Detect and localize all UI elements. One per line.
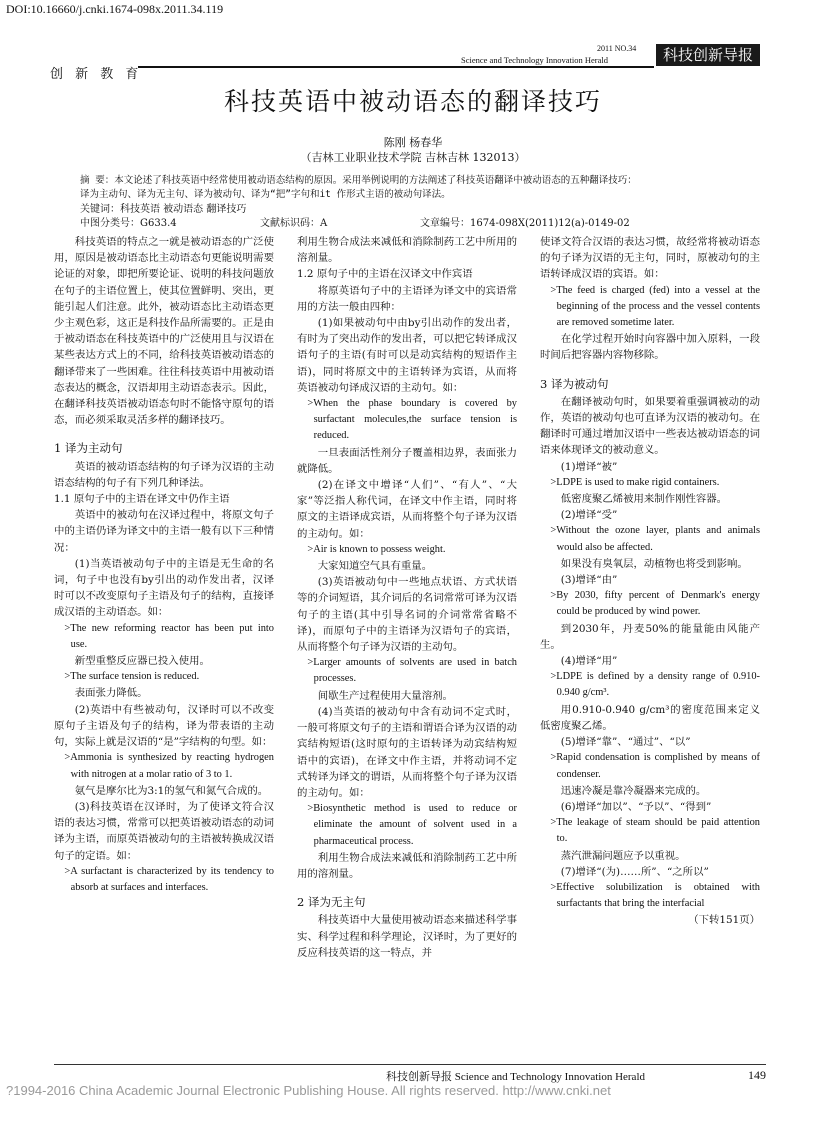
section-label: 创 新 教 育 bbox=[50, 67, 143, 82]
list-item: (7)增译“(为)……所”、“之所以” bbox=[560, 865, 709, 878]
paragraph: 英语的被动语态结构的句子译为汉语的主动语态结构的句子有下列几种译法。 bbox=[54, 460, 274, 489]
list-item: (5)增译“靠”、“通过”、“以” bbox=[560, 736, 691, 749]
english-example: >Larger amounts of solvents are used in batch processes. bbox=[307, 657, 517, 685]
list-item: (2)增译“受” bbox=[560, 509, 618, 522]
abstract-line-1: 摘 要：本文论述了科技英语中经常使用被动语态结构的原因。采用举例说明的方法阐述了科技英语翻译中被动语态的五种翻译技巧： bbox=[80, 175, 637, 186]
classification-line bbox=[80, 214, 630, 229]
paragraph: (3)科技英语在汉译时，为了使译文符合汉语的表达习惯，常常可以把英语被动语态的动词译为主语，而原英语被动句的主语被转换成汉语句子的定语。如： bbox=[54, 800, 274, 862]
paragraph: (2)英语中有些被动句，汉译时可以不改变原句子主语及句子的结构，译为带表语的主动句，实际上就是汉语的“是”字结构的句型。如： bbox=[54, 703, 274, 749]
english-example: >The leakage of steam should be paid attention to. bbox=[550, 817, 760, 845]
english-example: >The new reforming reactor has been put into use. bbox=[64, 622, 274, 650]
chinese-translation: 表面张力降低。 bbox=[74, 687, 148, 700]
chinese-translation: 一旦表面活性剂分子覆盖相边界，表面张力就降低。 bbox=[297, 446, 517, 475]
section-heading: 1 译为主动句 bbox=[54, 441, 123, 456]
list-item: (3)增译“由” bbox=[560, 574, 618, 587]
paragraph: (1)当英语被动句子中的主语是无生命的名词，句子中也没有by引出的动作发出者，汉译时可以不改变原句子主语及句子的结构，直接译成汉语的主动语态。如： bbox=[54, 557, 274, 619]
subsection-heading: 1.1 原句子中的主语在译文中仍作主语 bbox=[54, 493, 230, 506]
affiliation: （吉林工业职业技术学院 吉林吉林 132013） bbox=[300, 151, 526, 164]
abstract-line-2: 译为主动句、译为无主句、译为被动句、译为“把”字句和it 作形式主语的被动句译法。 bbox=[80, 189, 451, 200]
list-item: (4)增译“用” bbox=[560, 655, 618, 668]
footer-rule bbox=[54, 1064, 766, 1065]
english-example: >Rapid condensation is complished by means of condenser. bbox=[550, 752, 760, 780]
chinese-translation: 到2030年，丹麦50%的能量能由风能产生。 bbox=[540, 622, 760, 651]
paragraph: 科技英语中大量使用被动语态来描述科学事实、科学过程和科学理论，汉译时，为了更好的反应科技英语的这一特点，并 bbox=[297, 914, 517, 959]
column-2 bbox=[297, 234, 517, 961]
issue-number: 2011 NO.34 bbox=[597, 44, 637, 53]
english-example: >Biosynthetic method is used to reduce or eliminate the amount of solvent used in a pharmaceutical process. bbox=[307, 803, 517, 847]
english-example: >LDPE is used to make rigid containers. bbox=[550, 476, 720, 488]
english-example: >A surfactant is characterized by its tendency to absorb at surfaces and interfaces. bbox=[64, 865, 274, 893]
authors: 陈刚 杨春华 bbox=[383, 136, 443, 149]
article-number: 文章编号：1674-098X(2011)12(a)-0149-02 bbox=[420, 218, 630, 229]
document-code: 文献标识码：A bbox=[260, 218, 328, 229]
journal-name-english: Science and Technology Innovation Herald bbox=[461, 55, 609, 65]
paragraph: (1)如果被动句中由by引出动作的发出者，有时为了突出动作的发出者，可以把它转译成汉语句子的主语(有时可以是动宾结构的短语作主语)，同时将原文中的主语转译为宾语，从而将英语被动句译成汉语的主动句。如： bbox=[297, 317, 517, 394]
english-example: >The surface tension is reduced. bbox=[64, 671, 200, 683]
chinese-translation: 低密度聚乙烯被用来制作刚性容器。 bbox=[560, 493, 728, 506]
english-example: >LDPE is defined by a density range of 0.910-0.940 g/cm³. bbox=[550, 671, 760, 699]
english-example: >Effective solubilization is obtained with surfactants that bring the interfacial bbox=[550, 881, 760, 910]
english-example: >By 2030, fifty percent of Denmark's energy could be produced by wind power. bbox=[550, 590, 760, 618]
chinese-translation: 大家知道空气具有重量。 bbox=[317, 560, 433, 573]
column-1 bbox=[54, 234, 274, 896]
paragraph: (3)英语被动句中一些地点状语、方式状语等的介词短语，其介词后的名词常常可译为汉语句子的主语(其中引导名词的介词常常省略不译)，而原句子中的主语译为汉语句子的宾语，从而将整个句子译为汉语的主动句。 bbox=[297, 576, 517, 654]
paragraph: 英语中的被动句在汉译过程中，将原文句子中的主语仍译为译文中的主语一般有以下三种情况： bbox=[54, 509, 274, 554]
section-heading: 2 译为无主句 bbox=[297, 895, 366, 910]
copyright-watermark: ?1994-2016 China Academic Journal Electronic Publishing House. All rights reserved. http://www.cnki.net bbox=[6, 1083, 611, 1098]
header-rule bbox=[138, 66, 654, 68]
chinese-translation: 蒸汽泄漏问题应予以重视。 bbox=[560, 849, 686, 862]
paragraph: (2)在译文中增译“人们”、“有人”、“大家”等泛指人称代词，在译文中作主语，同时将原文的主语译成宾语，从而将整个句子译为汉语的主动句。如： bbox=[297, 479, 517, 540]
chinese-translation: 迅速冷凝是靠冷凝器来完成的。 bbox=[560, 784, 707, 797]
chinese-translation: 利用生物合成法来减低和消除制药工艺中所用的溶剂量。 bbox=[297, 236, 517, 265]
column-3 bbox=[540, 234, 760, 929]
doi-text: DOI:10.16660/j.cnki.1674-098x.2011.34.119 bbox=[6, 2, 224, 16]
article-title: 科技英语中被动语态的翻译技巧 bbox=[223, 87, 602, 116]
clc-number: 中图分类号：G633.4 bbox=[80, 218, 177, 229]
journal-logo: 科技创新导报 bbox=[656, 44, 760, 66]
chinese-translation: 新型重整反应器已投入使用。 bbox=[74, 655, 210, 668]
list-item: (1)增译“被” bbox=[560, 460, 618, 473]
paragraph: 在翻译被动句时，如果要着重强调被动的动作，英语的被动句也可直译为汉语的被动句。在翻译时可通过增加汉语中一些表达被动语态的词语来体现译文的被动意义。 bbox=[540, 395, 760, 457]
chinese-translation: 用0.910-0.940 g/cm³的密度范围来定义低密度聚乙烯。 bbox=[540, 703, 760, 732]
chinese-translation: 如果没有臭氧层，动植物也将受到影响。 bbox=[560, 557, 748, 570]
english-example: >Ammonia is synthesized by reacting hydrogen with nitrogen at a molar ratio of 3 to 1. bbox=[64, 752, 274, 780]
subsection-heading: 1.2 原句子中的主语在汉译文中作宾语 bbox=[297, 268, 473, 281]
keywords: 关键词：科技英语 被动语态 翻译技巧 bbox=[80, 204, 247, 215]
chinese-translation: 氨气是摩尔比为3:1的氢气和氮气合成的。 bbox=[74, 784, 269, 797]
page-number: 149 bbox=[748, 1068, 766, 1082]
english-example: >Without the ozone layer, plants and animals would also be affected. bbox=[550, 525, 760, 553]
footer-journal: 科技创新导报 Science and Technology Innovation Herald bbox=[386, 1071, 645, 1083]
english-example: >Air is known to possess weight. bbox=[307, 543, 446, 555]
paragraph: 使译文符合汉语的表达习惯，故经常将被动语态的句子译为汉语的无主句，同时，原被动句的主语转译成汉语的宾语。如： bbox=[540, 236, 760, 281]
chinese-translation: 间歇生产过程使用大量溶剂。 bbox=[317, 689, 453, 702]
paragraph: 科技英语的特点之一就是被动语态的广泛使用，原因是被动语态比主动语态句更能说明需要论证的对象，即把所要论证、说明的科技问题放在句子的主语位置上，使其位置鲜明、突出，更能引起人们注意。此外，被动语态比主动语态更少主观色彩，这正是科技作品所需要的。正是由于被动语态在科技英语中的广泛使用且与汉语在某些表达方式上的不同，给科技英语被动语态的翻译带来了一些困难。往往科技英语中用被动语态表达的概念，汉语却用主动语态表示。因此，在翻译科技英语被动语态句时不能恪守原句的语态，而必须采取灵活多样的翻译技巧。 bbox=[54, 236, 274, 427]
continued-note: （下转151页） bbox=[688, 914, 760, 927]
section-heading: 3 译为被动句 bbox=[540, 376, 609, 391]
chinese-translation: 在化学过程开始时向容器中加入原料，一段时间后把容器内容物移除。 bbox=[540, 333, 760, 362]
english-example: >When the phase boundary is covered by surfactant molecules,the surface tension is reduced. bbox=[307, 398, 517, 442]
chinese-translation: 利用生物合成法来减低和消除制药工艺中所用的溶剂量。 bbox=[297, 851, 517, 880]
list-item: (6)增译“加以”、“予以”、“得到” bbox=[560, 800, 712, 813]
paragraph: (4)当英语的被动句中含有动词不定式时，一般可将原文句子的主语和谓语合译为汉语的动宾结构短语(这时原句的主语转译为动宾结构短语中的宾语)，在译文中作主语，并将动词不定式转译为译文的谓语，从而将整个句子译为汉语的主动句。如： bbox=[297, 705, 517, 799]
english-example: >The feed is charged (fed) into a vessel at the beginning of the process and the vessel contents are removed sometime later. bbox=[550, 284, 760, 329]
paragraph: 将原英语句子中的主语译为译文中的宾语常用的方法一般由四种： bbox=[297, 284, 517, 313]
